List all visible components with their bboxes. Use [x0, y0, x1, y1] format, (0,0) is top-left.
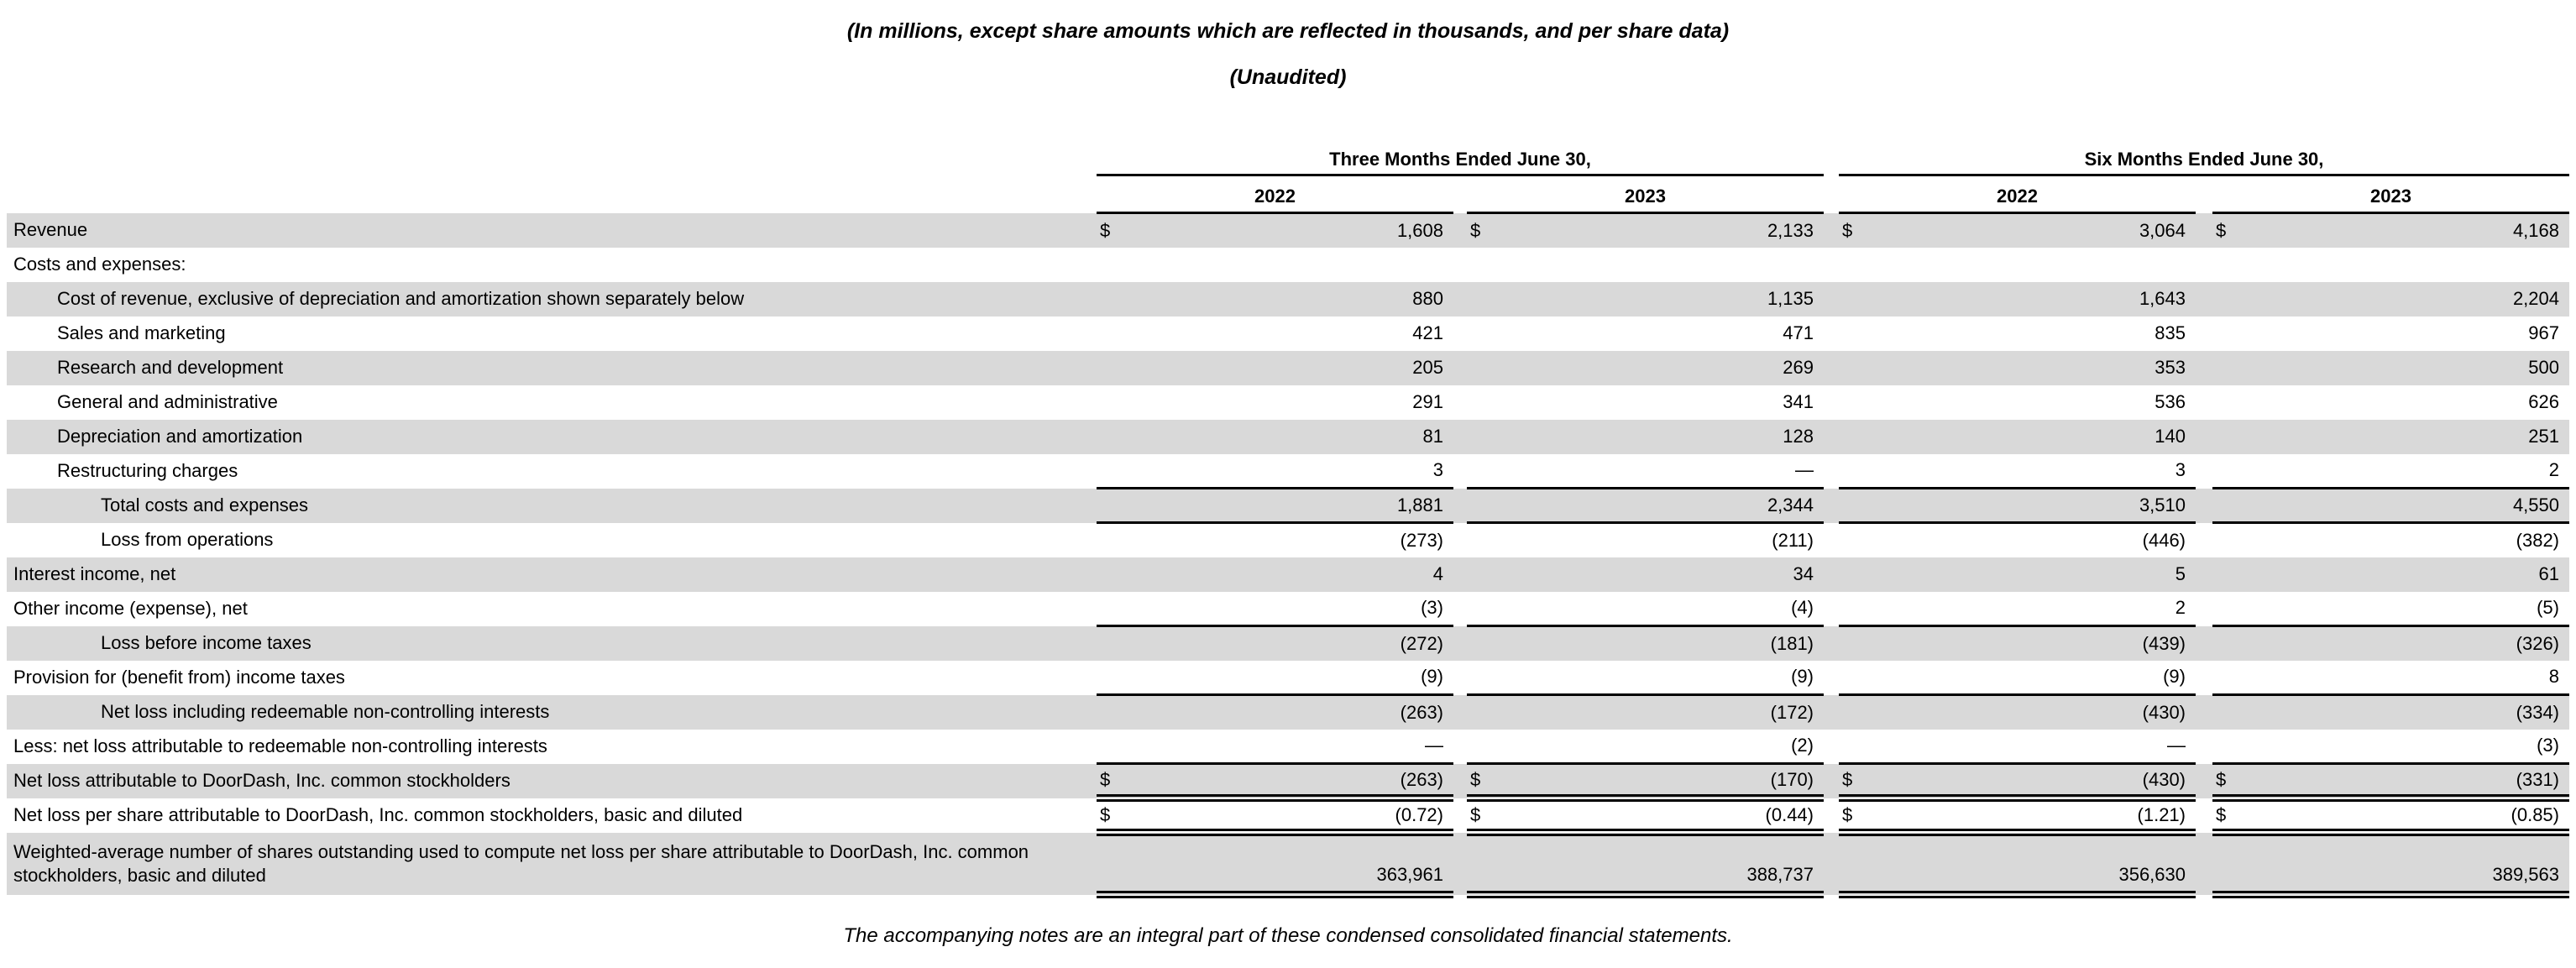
column-gap: [2196, 798, 2212, 833]
cell-value: 3: [1871, 454, 2196, 489]
cell-value: 2,344: [1499, 489, 1824, 523]
cell-value: [1128, 248, 1453, 282]
year-header-row: [7, 175, 2569, 213]
dollar-sign-cell: [1097, 248, 1128, 282]
dollar-sign-cell: [2212, 730, 2244, 764]
cell-value: (334): [2244, 695, 2569, 730]
dollar-sign-cell: [2212, 557, 2244, 592]
table-row: [7, 385, 2569, 420]
table-row: [7, 213, 2569, 248]
dollar-sign-cell: [2212, 523, 2244, 557]
dollar-sign-cell: [1839, 833, 1871, 895]
column-gap: [2196, 454, 2212, 489]
dollar-sign-cell: [1467, 317, 1499, 351]
cell-value: 388,737: [1499, 833, 1824, 895]
column-gap: [1453, 764, 1467, 798]
dollar-sign-cell: $: [1839, 213, 1871, 248]
row-label: Loss before income taxes: [7, 626, 1097, 661]
dollar-sign-cell: [2212, 282, 2244, 317]
cell-value: 835: [2155, 322, 2186, 343]
dollar-sign-cell: [1839, 661, 1871, 695]
dollar-sign-cell: [1097, 454, 1128, 489]
cell-value: (3): [1128, 592, 1453, 626]
column-gap: [1824, 626, 1839, 661]
cell-value: (331): [2244, 764, 2569, 798]
cell-value: (2): [1499, 730, 1824, 764]
col-group-six-months: Six Months Ended June 30,: [1839, 149, 2569, 175]
cell-value: (430): [1871, 695, 2196, 730]
dollar-sign-cell: [1839, 282, 1871, 317]
column-gap: [2196, 351, 2212, 385]
row-label: Revenue: [7, 213, 1097, 248]
column-gap: [2196, 626, 2212, 661]
cell-value: 626: [2528, 391, 2559, 412]
row-label: Net loss per share attributable to DoorDash, Inc. common stockholders, basic and diluted: [13, 804, 743, 825]
cell-value: [2244, 248, 2569, 282]
table-row: [7, 282, 2569, 317]
accompanying-notes-footnote: The accompanying notes are an integral part of these condensed consolidated financial statements.: [843, 924, 1733, 947]
col-group-three-months: Three Months Ended June 30,: [1097, 149, 1824, 175]
year-header-3m-2022: 2022: [1097, 175, 1453, 213]
cell-value: 2,204: [2244, 282, 2569, 317]
cell-value: (272): [1128, 626, 1453, 661]
column-gap: [1453, 213, 1467, 248]
unaudited-label: (Unaudited): [1229, 65, 1347, 89]
dollar-sign-cell: [1097, 282, 1128, 317]
cell-value: (9): [1871, 661, 2196, 695]
row-label: Weighted-average number of shares outstanding used to compute net loss per share attributable to DoorDash, Inc. common stockholders, basic and diluted: [7, 833, 1097, 895]
column-gap: [1453, 351, 1467, 385]
dollar-sign-cell: [1467, 833, 1499, 895]
column-gap: [1824, 661, 1839, 695]
dollar-sign-cell: $: [1097, 764, 1128, 798]
dollar-sign-cell: [1467, 592, 1499, 626]
cell-value: 341: [1783, 391, 1814, 412]
cell-value: (0.85): [2244, 798, 2569, 833]
column-gap: [1453, 317, 1467, 351]
year-header-6m-2023: 2023: [2212, 175, 2569, 213]
year-header-3m-2023: 2023: [1467, 175, 1824, 213]
column-gap: [1824, 248, 1839, 282]
column-gap: [2196, 213, 2212, 248]
cell-value: (382): [2516, 529, 2559, 551]
row-label: Loss from operations: [101, 529, 274, 550]
cell-value: 34: [1499, 557, 1824, 592]
column-gap: [2196, 833, 2212, 895]
cell-value: 4,550: [2244, 489, 2569, 523]
cell-value: 880: [1128, 282, 1453, 317]
cell-value: 4: [1128, 557, 1453, 592]
dollar-sign-cell: [1467, 626, 1499, 661]
column-gap: [1453, 626, 1467, 661]
income-statement-table: [7, 149, 2569, 898]
column-gap: [1824, 282, 1839, 317]
cell-value: 356,630: [1871, 833, 2196, 895]
column-gap: [2196, 489, 2212, 523]
column-gap: [1824, 351, 1839, 385]
table-row: [7, 833, 2569, 895]
table-row: [7, 557, 2569, 592]
cell-value: 61: [2244, 557, 2569, 592]
cell-value: —: [1871, 730, 2196, 764]
column-gap: [1824, 798, 1839, 833]
column-gap: [1453, 489, 1467, 523]
dollar-sign-cell: [2212, 489, 2244, 523]
cell-value: 4,168: [2244, 213, 2569, 248]
cell-value: 471: [1783, 322, 1814, 343]
row-label: Interest income, net: [7, 557, 1097, 592]
dollar-sign-cell: $: [1839, 798, 1871, 833]
row-label: Net loss including redeemable non-controlling interests: [7, 695, 1097, 730]
dollar-sign-cell: [1467, 282, 1499, 317]
column-gap: [1453, 695, 1467, 730]
dollar-sign-cell: [1467, 385, 1499, 420]
dollar-sign-cell: $: [2212, 798, 2244, 833]
dollar-sign-cell: $: [1467, 798, 1499, 833]
dollar-sign-cell: [2212, 420, 2244, 454]
cell-value: (273): [1400, 529, 1443, 551]
dollar-sign-cell: [1097, 833, 1128, 895]
row-label: Costs and expenses:: [13, 254, 186, 275]
table-row: [7, 798, 2569, 833]
column-gap: [1824, 730, 1839, 764]
column-gap: [1824, 454, 1839, 489]
cell-value: [1871, 248, 2196, 282]
cell-value: 3,064: [1871, 213, 2196, 248]
row-label: Restructuring charges: [57, 460, 238, 481]
cell-value: 291: [1412, 391, 1443, 412]
column-gap: [2196, 730, 2212, 764]
cell-value: (326): [2244, 626, 2569, 661]
column-gap: [1824, 523, 1839, 557]
column-gap: [1824, 557, 1839, 592]
column-gap: [1453, 248, 1467, 282]
column-gap: [1453, 385, 1467, 420]
cell-value: 363,961: [1128, 833, 1453, 895]
dollar-sign-cell: $: [1097, 213, 1128, 248]
dollar-sign-cell: [1839, 489, 1871, 523]
cell-value: 5: [1871, 557, 2196, 592]
dollar-sign-cell: [1839, 351, 1871, 385]
dollar-sign-cell: $: [1839, 764, 1871, 798]
dollar-sign-cell: [1097, 385, 1128, 420]
dollar-sign-cell: [1467, 523, 1499, 557]
dollar-sign-cell: [1839, 523, 1871, 557]
column-gap: [1824, 489, 1839, 523]
table-row: [7, 489, 2569, 523]
cell-value: 389,563: [2244, 833, 2569, 895]
table-row: [7, 420, 2569, 454]
cell-value: 1,135: [1499, 282, 1824, 317]
table-row: [7, 317, 2569, 351]
dollar-sign-cell: $: [2212, 213, 2244, 248]
dollar-sign-cell: [2212, 351, 2244, 385]
column-gap: [1824, 149, 1839, 175]
dollar-sign-cell: [1467, 248, 1499, 282]
column-gap: [1824, 764, 1839, 798]
cell-value: 2: [2244, 454, 2569, 489]
dollar-sign-cell: [1097, 351, 1128, 385]
table-row: [7, 695, 2569, 730]
column-gap: [2196, 420, 2212, 454]
dollar-sign-cell: [1839, 626, 1871, 661]
dollar-sign-cell: [1097, 730, 1128, 764]
column-gap: [2196, 764, 2212, 798]
column-gap: [1824, 175, 1839, 213]
dollar-sign-cell: [1097, 523, 1128, 557]
column-gap: [1824, 695, 1839, 730]
dollar-sign-cell: [2212, 248, 2244, 282]
dollar-sign-cell: [1467, 351, 1499, 385]
year-header-6m-2022: 2022: [1839, 175, 2196, 213]
dollar-sign-cell: [1097, 557, 1128, 592]
dollar-sign-cell: [2212, 833, 2244, 895]
dollar-sign-cell: [1097, 420, 1128, 454]
dollar-sign-cell: $: [1097, 798, 1128, 833]
row-label: Depreciation and amortization: [7, 420, 1097, 454]
dollar-sign-cell: [2212, 385, 2244, 420]
column-gap: [1824, 592, 1839, 626]
dollar-sign-cell: [2212, 592, 2244, 626]
row-label: Sales and marketing: [57, 322, 226, 343]
column-gap: [2196, 317, 2212, 351]
dollar-sign-cell: [1839, 454, 1871, 489]
cell-value: 8: [2244, 661, 2569, 695]
row-label: Other income (expense), net: [13, 598, 248, 619]
dollar-sign-cell: [2212, 317, 2244, 351]
table-row: [7, 351, 2569, 385]
dollar-sign-cell: $: [1467, 764, 1499, 798]
cell-value: —: [1128, 730, 1453, 764]
cell-value: (9): [1128, 661, 1453, 695]
row-label: Less: net loss attributable to redeemable non-controlling interests: [13, 735, 547, 756]
dollar-sign-cell: [1097, 489, 1128, 523]
row-label: Research and development: [7, 351, 1097, 385]
cell-value: (263): [1128, 695, 1453, 730]
column-gap: [1824, 420, 1839, 454]
dollar-sign-cell: [2212, 661, 2244, 695]
cell-value: (446): [2142, 529, 2186, 551]
column-gap: [2196, 282, 2212, 317]
cell-value: (181): [1499, 626, 1824, 661]
statement-subtitle: (In millions, except share amounts which are reflected in thousands, and per share data): [846, 19, 1730, 43]
dollar-sign-cell: $: [1467, 213, 1499, 248]
cell-value: (170): [1499, 764, 1824, 798]
cell-value: 1,881: [1128, 489, 1453, 523]
cell-value: 1,643: [1871, 282, 2196, 317]
cell-value: (4): [1499, 592, 1824, 626]
dollar-sign-cell: [1839, 557, 1871, 592]
cell-value: 536: [2155, 391, 2186, 412]
cell-value: (439): [1871, 626, 2196, 661]
dollar-sign-cell: $: [2212, 764, 2244, 798]
row-label: Total costs and expenses: [7, 489, 1097, 523]
cell-value: 251: [2244, 420, 2569, 454]
cell-value: (211): [1772, 529, 1814, 551]
column-gap: [1453, 175, 1467, 213]
dollar-sign-cell: [1467, 557, 1499, 592]
dollar-sign-cell: [1467, 730, 1499, 764]
dollar-sign-cell: [1467, 695, 1499, 730]
dollar-sign-cell: [1097, 592, 1128, 626]
cell-value: (0.72): [1128, 798, 1453, 833]
dollar-sign-cell: [1097, 626, 1128, 661]
cell-value: [1499, 248, 1824, 282]
cell-value: (9): [1499, 661, 1824, 695]
cell-value: 81: [1128, 420, 1453, 454]
dollar-sign-cell: [1467, 489, 1499, 523]
column-gap: [1453, 282, 1467, 317]
column-gap: [1453, 454, 1467, 489]
cell-value: 1,608: [1128, 213, 1453, 248]
table-row: [7, 730, 2569, 764]
cell-value: (263): [1128, 764, 1453, 798]
table-row: [7, 764, 2569, 798]
column-gap: [2196, 385, 2212, 420]
cell-value: (3): [2244, 730, 2569, 764]
cell-value: (1.21): [1871, 798, 2196, 833]
dollar-sign-cell: [1839, 592, 1871, 626]
column-gap: [2196, 557, 2212, 592]
dollar-sign-cell: [1839, 730, 1871, 764]
dollar-sign-cell: [2212, 626, 2244, 661]
cell-value: 967: [2528, 322, 2559, 343]
row-label: General and administrative: [57, 391, 278, 412]
dollar-sign-cell: [1467, 454, 1499, 489]
year-spacer: [7, 175, 1097, 213]
cell-value: 205: [1128, 351, 1453, 385]
dollar-sign-cell: [1839, 248, 1871, 282]
column-gap: [1453, 661, 1467, 695]
cell-value: 500: [2244, 351, 2569, 385]
cell-value: 353: [1871, 351, 2196, 385]
table-body: [7, 213, 2569, 895]
cell-value: 3: [1128, 454, 1453, 489]
cell-value: (5): [2244, 592, 2569, 626]
row-label: Cost of revenue, exclusive of depreciation and amortization shown separately below: [7, 282, 1097, 317]
row-label: Net loss attributable to DoorDash, Inc. common stockholders: [7, 764, 1097, 798]
cell-value: 2: [1871, 592, 2196, 626]
column-gap: [1824, 833, 1839, 895]
column-gap: [1453, 833, 1467, 895]
table-row: [7, 626, 2569, 661]
column-gap: [1453, 420, 1467, 454]
cell-value: 140: [1871, 420, 2196, 454]
dollar-sign-cell: [1097, 695, 1128, 730]
table-row: [7, 661, 2569, 695]
column-gap: [1824, 213, 1839, 248]
column-gap: [1453, 730, 1467, 764]
cell-value: 3,510: [1871, 489, 2196, 523]
column-gap: [1453, 798, 1467, 833]
dollar-sign-cell: [1467, 420, 1499, 454]
row-label: Provision for (benefit from) income taxes: [13, 667, 345, 688]
table-row: [7, 248, 2569, 282]
column-gap: [2196, 248, 2212, 282]
cell-value: 269: [1499, 351, 1824, 385]
column-gap: [2196, 175, 2212, 213]
dollar-sign-cell: [2212, 695, 2244, 730]
cell-value: —: [1499, 454, 1824, 489]
column-gap: [1824, 385, 1839, 420]
column-gap: [1453, 523, 1467, 557]
table-row: [7, 592, 2569, 626]
table-header: [7, 149, 2569, 213]
column-gap: [2196, 592, 2212, 626]
period-spanner-row: [7, 149, 2569, 175]
table-row: [7, 523, 2569, 557]
column-gap: [2196, 661, 2212, 695]
cell-value: 128: [1499, 420, 1824, 454]
dollar-sign-cell: [1839, 695, 1871, 730]
column-gap: [1824, 317, 1839, 351]
column-gap: [1453, 592, 1467, 626]
dollar-sign-cell: [2212, 454, 2244, 489]
table-row: [7, 454, 2569, 489]
dollar-sign-cell: [1097, 661, 1128, 695]
cell-value: (430): [1871, 764, 2196, 798]
dollar-sign-cell: [1097, 317, 1128, 351]
dollar-sign-cell: [1839, 317, 1871, 351]
column-gap: [2196, 523, 2212, 557]
column-gap: [1453, 557, 1467, 592]
cell-value: (0.44): [1499, 798, 1824, 833]
dollar-sign-cell: [1839, 420, 1871, 454]
cell-value: 2,133: [1499, 213, 1824, 248]
dollar-sign-cell: [1839, 385, 1871, 420]
cell-value: 421: [1412, 322, 1443, 343]
cell-value: (172): [1499, 695, 1824, 730]
column-gap: [2196, 695, 2212, 730]
dollar-sign-cell: [1467, 661, 1499, 695]
spanner-spacer: [7, 149, 1097, 175]
